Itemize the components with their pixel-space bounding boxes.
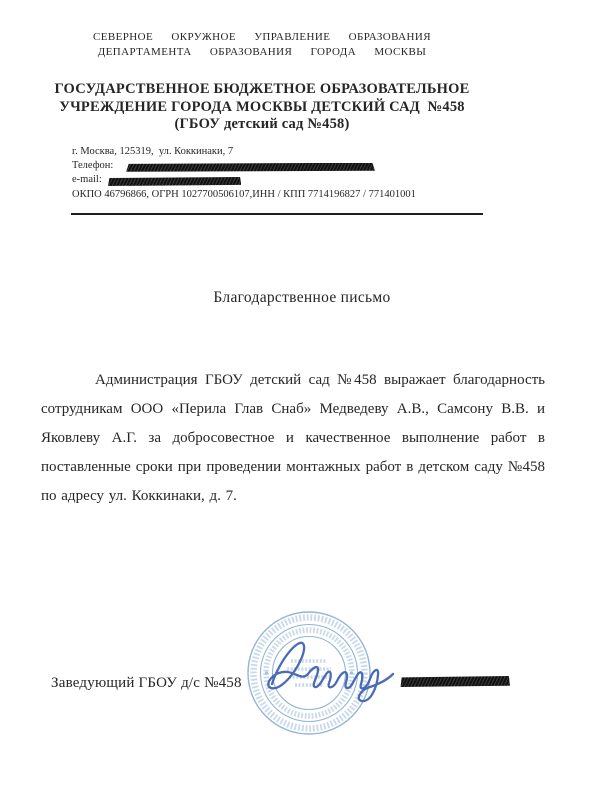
body-paragraph <box>41 366 545 511</box>
email-label: e-mail: <box>72 174 105 186</box>
letterhead-divider <box>71 213 483 215</box>
org-name-line-2: УЧРЕЖДЕНИЕ ГОРОДА МОСКВЫ ДЕТСКИЙ САД №458 <box>59 98 465 115</box>
body-line: сотрудникам ООО «Перила Глав Снаб» Медведеву А.В., Самсону В.В. и <box>41 401 545 417</box>
phone-label: Телефон: <box>72 160 116 172</box>
signature-redaction-bar <box>400 676 510 687</box>
handwritten-signature <box>258 628 403 713</box>
document-title: Благодарственное письмо <box>213 289 391 306</box>
body-line: поставленные сроки при проведении монтажных работ в детском саду №458 <box>41 459 545 475</box>
authority-line-2: ДЕПАРТАМЕНТА ОБРАЗОВАНИЯ ГОРОДА МОСКВЫ <box>97 46 427 58</box>
authority-line-1: СЕВЕРНОЕ ОКРУЖНОЕ УПРАВЛЕНИЕ ОБРАЗОВАНИЯ <box>93 31 431 43</box>
email-redaction-bar <box>107 177 241 186</box>
phone-redaction-bar <box>125 163 375 172</box>
letterhead-contact-block <box>72 145 512 202</box>
body-line: Администрация ГБОУ детский сад №458 выражает благодарность <box>95 372 545 388</box>
phone-line <box>72 159 512 173</box>
body-line: Яковлеву А.Г. за добросовестное и качественное выполнение работ в <box>41 430 545 446</box>
letterhead-organization-name <box>32 81 492 134</box>
registry-line: ОКПО 46796866, ОГРН 1027700506107,ИНН / КПП 7714196827 / 771401001 <box>72 188 416 200</box>
letterhead-authority <box>32 30 492 60</box>
body-line: по адресу ул. Коккинаки, д. 7. <box>41 488 237 504</box>
signer-title: Заведующий ГБОУ д/с №458 <box>51 675 242 691</box>
org-name-line-3: (ГБОУ детский сад №458) <box>174 116 350 132</box>
email-line <box>72 173 512 187</box>
org-name-line-1: ГОСУДАРСТВЕННОЕ БЮДЖЕТНОЕ ОБРАЗОВАТЕЛЬНОЕ <box>54 81 470 97</box>
address-line: г. Москва, 125319, ул. Коккинаки, 7 <box>72 146 234 157</box>
